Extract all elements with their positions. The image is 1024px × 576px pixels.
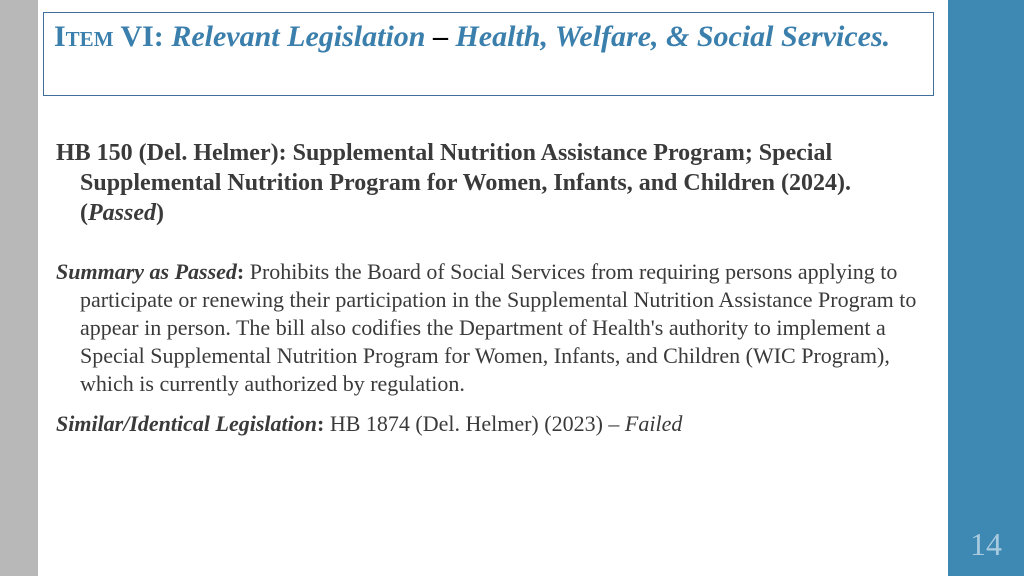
slide-title — [54, 19, 923, 55]
bill-status: Passed — [88, 200, 156, 226]
title-dash: – — [432, 20, 448, 53]
summary-paragraph — [56, 258, 926, 398]
bill-heading — [56, 138, 926, 228]
slide-number: 14 — [970, 526, 1002, 562]
bill-heading-close: ) — [156, 200, 164, 226]
similar-colon: : — [316, 411, 325, 436]
summary-text: Prohibits the Board of Social Services from requiring persons applying to participate or renewing their participation in the Supplemental Nutrition Assistance Program to appear in person. The bill also codifies the Department of Health's authority to implement a Special Supplemental Nutrition Program for Women, Infants, and Children (WIC Program), which is currently authorized by regulation. — [80, 259, 917, 396]
similar-legislation — [56, 410, 926, 438]
slide-title-box — [43, 12, 934, 96]
similar-text: HB 1874 (Del. Helmer) (2023) – — [324, 411, 625, 436]
similar-label: Similar/Identical Legislation — [56, 411, 317, 436]
title-topic: Relevant Legislation — [171, 20, 426, 53]
title-subtopic: Health, Welfare, & Social Services. — [455, 20, 891, 53]
right-accent-bar — [948, 0, 1024, 576]
summary-label: Summary as Passed — [56, 259, 237, 284]
slide-content — [56, 138, 926, 438]
bill-heading-text: HB 150 (Del. Helmer): Supplemental Nutrition Assistance Program; Special Supplemental Nutrition Program for Women, Infants, and Children (2024). ( — [56, 140, 851, 226]
summary-colon: : — [236, 259, 245, 284]
similar-status: Failed — [624, 411, 683, 436]
left-decorative-bar — [0, 0, 38, 576]
title-item-label: Item VI: — [54, 20, 164, 53]
